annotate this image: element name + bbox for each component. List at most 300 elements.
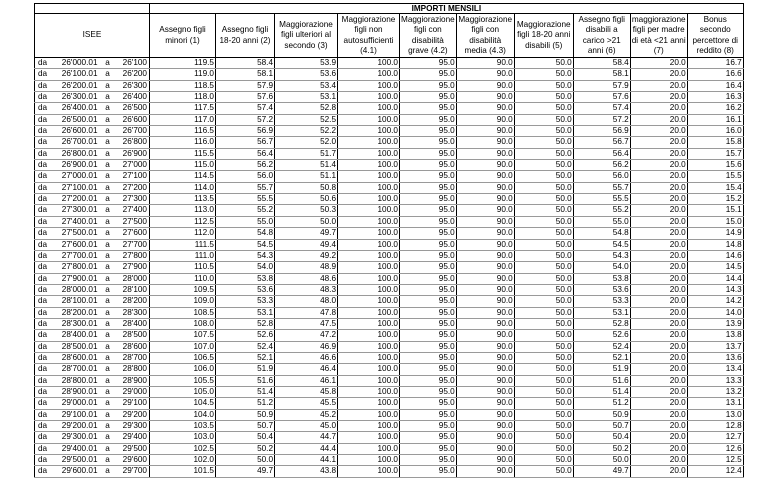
- amount-cell-5: 95.0: [400, 69, 457, 80]
- amount-cell-9: 20.0: [630, 364, 687, 375]
- isee-a-label: a: [100, 182, 116, 193]
- isee-to-value: 29'100: [116, 398, 150, 409]
- amount-cell-3: 53.6: [275, 69, 338, 80]
- isee-da-label: da: [35, 194, 50, 205]
- amount-cell-1: 112.5: [150, 216, 216, 227]
- amount-cell-6: 90.0: [456, 341, 514, 352]
- amount-cell-5: 95.0: [400, 409, 457, 420]
- amount-cell-1: 108.5: [150, 307, 216, 318]
- amount-cell-5: 95.0: [400, 148, 457, 159]
- header-maggiorazione-ulteriori: Maggiorazione figli ulteriori al secondo (3): [275, 14, 338, 58]
- amount-cell-5: 95.0: [400, 114, 457, 125]
- amount-cell-10: 14.4: [687, 273, 743, 284]
- isee-from-value: 27'200.01: [50, 194, 100, 205]
- amount-cell-9: 20.0: [630, 58, 687, 69]
- amount-cell-4: 100.0: [338, 432, 400, 443]
- amount-cell-2: 57.4: [216, 103, 275, 114]
- amount-cell-3: 46.6: [275, 352, 338, 363]
- isee-a-label: a: [100, 114, 116, 125]
- isee-da-label: da: [35, 273, 50, 284]
- amount-cell-5: 95.0: [400, 92, 457, 103]
- amount-cell-8: 57.9: [573, 80, 630, 91]
- amount-cell-3: 52.0: [275, 137, 338, 148]
- table-row: [35, 375, 744, 386]
- amount-cell-1: 113.5: [150, 194, 216, 205]
- isee-to-value: 29'300: [116, 421, 150, 432]
- header-assegno-disabili-21: Assegno figli disabili a carico >21 anni (6): [573, 14, 630, 58]
- amount-cell-10: 15.2: [687, 194, 743, 205]
- amount-cell-7: 50.0: [514, 126, 573, 137]
- amount-cell-10: 14.2: [687, 296, 743, 307]
- amount-cell-4: 100.0: [338, 194, 400, 205]
- isee-da-label: da: [35, 409, 50, 420]
- isee-to-value: 26'800: [116, 137, 150, 148]
- isee-from-value: 27'800.01: [50, 262, 100, 273]
- amount-cell-3: 43.8: [275, 466, 338, 477]
- amount-cell-9: 20.0: [630, 137, 687, 148]
- amount-cell-9: 20.0: [630, 386, 687, 397]
- table-row: [35, 137, 744, 148]
- amount-cell-6: 90.0: [456, 114, 514, 125]
- isee-da-label: da: [35, 137, 50, 148]
- amount-cell-9: 20.0: [630, 239, 687, 250]
- amount-cell-9: 20.0: [630, 284, 687, 295]
- amount-cell-1: 115.0: [150, 160, 216, 171]
- isee-to-value: 28'800: [116, 364, 150, 375]
- isee-to-value: 28'000: [116, 273, 150, 284]
- table-row: [35, 69, 744, 80]
- isee-to-value: 28'500: [116, 330, 150, 341]
- isee-to-value: 27'500: [116, 216, 150, 227]
- amount-cell-1: 111.0: [150, 250, 216, 261]
- amount-cell-8: 56.9: [573, 126, 630, 137]
- amount-cell-6: 90.0: [456, 182, 514, 193]
- amount-cell-10: 12.5: [687, 455, 743, 466]
- isee-to-value: 27'800: [116, 250, 150, 261]
- amount-cell-4: 100.0: [338, 58, 400, 69]
- amount-cell-3: 48.6: [275, 273, 338, 284]
- table-row: [35, 273, 744, 284]
- amount-cell-3: 48.3: [275, 284, 338, 295]
- amount-cell-7: 50.0: [514, 228, 573, 239]
- amount-cell-5: 95.0: [400, 455, 457, 466]
- isee-to-value: 27'400: [116, 205, 150, 216]
- amount-cell-10: 13.8: [687, 330, 743, 341]
- isee-da-label: da: [35, 171, 50, 182]
- isee-da-label: da: [35, 80, 50, 91]
- amount-cell-3: 49.2: [275, 250, 338, 261]
- amount-cell-6: 90.0: [456, 398, 514, 409]
- amount-cell-6: 90.0: [456, 228, 514, 239]
- amount-cell-2: 53.6: [216, 284, 275, 295]
- amount-cell-1: 117.0: [150, 114, 216, 125]
- amount-cell-6: 90.0: [456, 432, 514, 443]
- amount-cell-7: 50.0: [514, 182, 573, 193]
- isee-to-value: 28'100: [116, 284, 150, 295]
- amount-cell-8: 51.9: [573, 364, 630, 375]
- amount-cell-6: 90.0: [456, 318, 514, 329]
- amount-cell-3: 48.9: [275, 262, 338, 273]
- amount-cell-2: 52.8: [216, 318, 275, 329]
- isee-from-value: 26'500.01: [50, 114, 100, 125]
- amount-cell-1: 102.5: [150, 443, 216, 454]
- amount-cell-7: 50.0: [514, 58, 573, 69]
- amount-cell-10: 12.6: [687, 443, 743, 454]
- amount-cell-4: 100.0: [338, 114, 400, 125]
- table-row: [35, 250, 744, 261]
- header-row: [35, 14, 744, 58]
- amount-cell-2: 54.3: [216, 250, 275, 261]
- isee-to-value: 29'600: [116, 455, 150, 466]
- amount-cell-1: 107.0: [150, 341, 216, 352]
- amount-cell-8: 55.7: [573, 182, 630, 193]
- amount-cell-4: 100.0: [338, 160, 400, 171]
- amount-cell-5: 95.0: [400, 443, 457, 454]
- amount-cell-4: 100.0: [338, 352, 400, 363]
- amount-cell-9: 20.0: [630, 69, 687, 80]
- table-row: [35, 318, 744, 329]
- isee-da-label: da: [35, 262, 50, 273]
- isee-a-label: a: [100, 364, 116, 375]
- amount-cell-6: 90.0: [456, 409, 514, 420]
- amount-cell-6: 90.0: [456, 160, 514, 171]
- isee-da-label: da: [35, 205, 50, 216]
- table-row: [35, 148, 744, 159]
- amount-cell-4: 100.0: [338, 409, 400, 420]
- amount-cell-10: 16.3: [687, 92, 743, 103]
- amount-cell-3: 48.0: [275, 296, 338, 307]
- amount-cell-8: 54.3: [573, 250, 630, 261]
- isee-from-value: 26'700.01: [50, 137, 100, 148]
- isee-da-label: da: [35, 318, 50, 329]
- amount-cell-7: 50.0: [514, 421, 573, 432]
- isee-to-value: 27'200: [116, 182, 150, 193]
- amount-cell-8: 57.2: [573, 114, 630, 125]
- amount-cell-8: 51.6: [573, 375, 630, 386]
- amount-cell-4: 100.0: [338, 307, 400, 318]
- amount-cell-1: 105.0: [150, 386, 216, 397]
- amount-cell-4: 100.0: [338, 216, 400, 227]
- isee-from-value: 26'200.01: [50, 80, 100, 91]
- amount-cell-8: 52.4: [573, 341, 630, 352]
- isee-a-label: a: [100, 307, 116, 318]
- amount-cell-3: 53.4: [275, 80, 338, 91]
- amount-cell-9: 20.0: [630, 318, 687, 329]
- isee-from-value: 26'600.01: [50, 126, 100, 137]
- amount-cell-2: 56.0: [216, 171, 275, 182]
- amount-cell-6: 90.0: [456, 262, 514, 273]
- isee-from-value: 26'400.01: [50, 103, 100, 114]
- amount-cell-6: 90.0: [456, 296, 514, 307]
- amount-cell-6: 90.0: [456, 273, 514, 284]
- amount-cell-8: 58.4: [573, 58, 630, 69]
- amount-cell-10: 15.0: [687, 216, 743, 227]
- amount-cell-6: 90.0: [456, 137, 514, 148]
- amount-cell-10: 14.0: [687, 307, 743, 318]
- isee-from-value: 29'000.01: [50, 398, 100, 409]
- amount-cell-3: 51.1: [275, 171, 338, 182]
- amount-cell-7: 50.0: [514, 398, 573, 409]
- amount-cell-2: 52.4: [216, 341, 275, 352]
- amount-cell-4: 100.0: [338, 443, 400, 454]
- amount-cell-2: 57.2: [216, 114, 275, 125]
- isee-a-label: a: [100, 284, 116, 295]
- amount-cell-2: 55.0: [216, 216, 275, 227]
- amount-cell-7: 50.0: [514, 103, 573, 114]
- amount-cell-7: 50.0: [514, 171, 573, 182]
- amount-cell-9: 20.0: [630, 194, 687, 205]
- amount-cell-4: 100.0: [338, 69, 400, 80]
- amount-cell-8: 54.0: [573, 262, 630, 273]
- amount-cell-6: 90.0: [456, 250, 514, 261]
- amount-cell-5: 95.0: [400, 216, 457, 227]
- isee-to-value: 26'100: [116, 58, 150, 69]
- amount-cell-7: 50.0: [514, 250, 573, 261]
- amount-cell-10: 14.8: [687, 239, 743, 250]
- amount-cell-10: 14.3: [687, 284, 743, 295]
- amount-cell-2: 54.8: [216, 228, 275, 239]
- amount-cell-9: 20.0: [630, 466, 687, 477]
- amount-cell-9: 20.0: [630, 160, 687, 171]
- amount-cell-4: 100.0: [338, 318, 400, 329]
- amount-cell-3: 45.2: [275, 409, 338, 420]
- header-assegno-figli-minori: Assegno figli minori (1): [150, 14, 216, 58]
- isee-da-label: da: [35, 92, 50, 103]
- amount-cell-9: 20.0: [630, 375, 687, 386]
- amount-cell-1: 103.5: [150, 421, 216, 432]
- amount-cell-6: 90.0: [456, 205, 514, 216]
- amount-cell-2: 49.7: [216, 466, 275, 477]
- isee-to-value: 28'300: [116, 307, 150, 318]
- amount-cell-3: 50.8: [275, 182, 338, 193]
- amount-cell-8: 55.2: [573, 205, 630, 216]
- isee-from-value: 27'100.01: [50, 182, 100, 193]
- amount-cell-7: 50.0: [514, 273, 573, 284]
- isee-da-label: da: [35, 296, 50, 307]
- table-row: [35, 58, 744, 69]
- amount-cell-5: 95.0: [400, 273, 457, 284]
- amount-cell-7: 50.0: [514, 69, 573, 80]
- isee-from-value: 27'300.01: [50, 205, 100, 216]
- isee-to-value: 28'900: [116, 375, 150, 386]
- isee-from-value: 28'100.01: [50, 296, 100, 307]
- amount-cell-2: 57.9: [216, 80, 275, 91]
- amount-cell-8: 52.8: [573, 318, 630, 329]
- isee-da-label: da: [35, 69, 50, 80]
- table-row: [35, 341, 744, 352]
- isee-to-value: 26'400: [116, 92, 150, 103]
- amount-cell-10: 13.3: [687, 375, 743, 386]
- table-row: [35, 216, 744, 227]
- isee-a-label: a: [100, 455, 116, 466]
- title-spacer: [35, 4, 150, 14]
- amount-cell-5: 95.0: [400, 58, 457, 69]
- amount-cell-4: 100.0: [338, 171, 400, 182]
- isee-to-value: 26'300: [116, 80, 150, 91]
- isee-a-label: a: [100, 103, 116, 114]
- isee-a-label: a: [100, 466, 116, 477]
- isee-from-value: 28'900.01: [50, 386, 100, 397]
- amount-cell-5: 95.0: [400, 352, 457, 363]
- amount-cell-1: 114.0: [150, 182, 216, 193]
- amount-cell-1: 114.5: [150, 171, 216, 182]
- amount-cell-5: 95.0: [400, 375, 457, 386]
- amount-cell-7: 50.0: [514, 92, 573, 103]
- amount-cell-9: 20.0: [630, 330, 687, 341]
- isee-a-label: a: [100, 69, 116, 80]
- table-row: [35, 330, 744, 341]
- amount-cell-2: 56.2: [216, 160, 275, 171]
- amount-cell-9: 20.0: [630, 228, 687, 239]
- table-row: [35, 455, 744, 466]
- amount-cell-1: 103.0: [150, 432, 216, 443]
- amount-cell-10: 15.5: [687, 171, 743, 182]
- amount-cell-7: 50.0: [514, 160, 573, 171]
- amount-cell-6: 90.0: [456, 92, 514, 103]
- isee-a-label: a: [100, 318, 116, 329]
- amount-cell-1: 117.5: [150, 103, 216, 114]
- amount-cell-4: 100.0: [338, 341, 400, 352]
- amount-cell-4: 100.0: [338, 205, 400, 216]
- amount-cell-2: 51.6: [216, 375, 275, 386]
- isee-from-value: 27'900.01: [50, 273, 100, 284]
- amount-cell-2: 51.9: [216, 364, 275, 375]
- amount-cell-2: 55.2: [216, 205, 275, 216]
- amount-cell-8: 58.1: [573, 69, 630, 80]
- amount-cell-7: 50.0: [514, 341, 573, 352]
- amount-cell-10: 16.6: [687, 69, 743, 80]
- amount-cell-10: 15.7: [687, 148, 743, 159]
- isee-from-value: 26'800.01: [50, 148, 100, 159]
- isee-from-value: 26'300.01: [50, 92, 100, 103]
- isee-da-label: da: [35, 103, 50, 114]
- isee-from-value: 26'000.01: [50, 58, 100, 69]
- isee-a-label: a: [100, 352, 116, 363]
- amount-cell-3: 50.0: [275, 216, 338, 227]
- amount-cell-10: 13.1: [687, 398, 743, 409]
- amount-cell-10: 13.4: [687, 364, 743, 375]
- isee-da-label: da: [35, 455, 50, 466]
- amount-cell-6: 90.0: [456, 375, 514, 386]
- amount-cell-10: 13.9: [687, 318, 743, 329]
- amount-cell-2: 54.5: [216, 239, 275, 250]
- header-maggiorazione-18-20-disabili: Maggiorazione figli 18-20 anni disabili (5): [514, 14, 573, 58]
- amount-cell-4: 100.0: [338, 148, 400, 159]
- table-row: [35, 92, 744, 103]
- amount-cell-7: 50.0: [514, 296, 573, 307]
- amount-cell-10: 15.8: [687, 137, 743, 148]
- amount-cell-5: 95.0: [400, 432, 457, 443]
- table-row: [35, 262, 744, 273]
- table-row: [35, 171, 744, 182]
- amount-cell-7: 50.0: [514, 307, 573, 318]
- amount-cell-5: 95.0: [400, 466, 457, 477]
- amount-cell-3: 44.4: [275, 443, 338, 454]
- isee-from-value: 27'000.01: [50, 171, 100, 182]
- amount-cell-7: 50.0: [514, 80, 573, 91]
- amount-cell-8: 56.7: [573, 137, 630, 148]
- amount-cell-3: 49.7: [275, 228, 338, 239]
- amount-cell-10: 16.7: [687, 58, 743, 69]
- isee-to-value: 28'400: [116, 318, 150, 329]
- isee-from-value: 27'500.01: [50, 228, 100, 239]
- isee-from-value: 26'900.01: [50, 160, 100, 171]
- amount-cell-8: 54.5: [573, 239, 630, 250]
- amount-cell-4: 100.0: [338, 330, 400, 341]
- amount-cell-6: 90.0: [456, 69, 514, 80]
- amount-cell-5: 95.0: [400, 386, 457, 397]
- amount-cell-4: 100.0: [338, 228, 400, 239]
- table-row: [35, 114, 744, 125]
- amount-cell-1: 116.5: [150, 126, 216, 137]
- amount-cell-2: 52.1: [216, 352, 275, 363]
- isee-da-label: da: [35, 375, 50, 386]
- isee-a-label: a: [100, 171, 116, 182]
- table-row: [35, 205, 744, 216]
- amount-cell-9: 20.0: [630, 262, 687, 273]
- amount-cell-1: 104.0: [150, 409, 216, 420]
- amount-cell-9: 20.0: [630, 341, 687, 352]
- amount-cell-1: 101.5: [150, 466, 216, 477]
- isee-da-label: da: [35, 421, 50, 432]
- amount-cell-1: 113.0: [150, 205, 216, 216]
- amount-cell-9: 20.0: [630, 114, 687, 125]
- isee-a-label: a: [100, 148, 116, 159]
- amount-cell-7: 50.0: [514, 466, 573, 477]
- amount-cell-7: 50.0: [514, 330, 573, 341]
- amount-cell-9: 20.0: [630, 307, 687, 318]
- isee-from-value: 29'600.01: [50, 466, 100, 477]
- amount-cell-3: 53.1: [275, 92, 338, 103]
- isee-da-label: da: [35, 284, 50, 295]
- amount-cell-8: 50.4: [573, 432, 630, 443]
- amount-cell-4: 100.0: [338, 80, 400, 91]
- isee-to-value: 27'300: [116, 194, 150, 205]
- amount-cell-5: 95.0: [400, 239, 457, 250]
- isee-a-label: a: [100, 160, 116, 171]
- amount-cell-2: 53.8: [216, 273, 275, 284]
- amount-cell-5: 95.0: [400, 194, 457, 205]
- amount-cell-7: 50.0: [514, 114, 573, 125]
- isee-from-value: 28'300.01: [50, 318, 100, 329]
- isee-da-label: da: [35, 160, 50, 171]
- amount-cell-3: 52.5: [275, 114, 338, 125]
- amount-cell-6: 90.0: [456, 239, 514, 250]
- isee-a-label: a: [100, 386, 116, 397]
- amount-cell-1: 106.0: [150, 364, 216, 375]
- amount-cell-3: 46.4: [275, 364, 338, 375]
- amount-cell-5: 95.0: [400, 296, 457, 307]
- amount-cell-9: 20.0: [630, 250, 687, 261]
- table-row: [35, 466, 744, 477]
- isee-a-label: a: [100, 80, 116, 91]
- isee-da-label: da: [35, 58, 50, 69]
- amount-cell-6: 90.0: [456, 58, 514, 69]
- amount-cell-6: 90.0: [456, 364, 514, 375]
- isee-from-value: 28'800.01: [50, 375, 100, 386]
- isee-from-value: 29'200.01: [50, 421, 100, 432]
- amount-cell-8: 52.1: [573, 352, 630, 363]
- amount-cell-10: 13.2: [687, 386, 743, 397]
- isee-to-value: 29'700: [116, 466, 150, 477]
- isee-da-label: da: [35, 466, 50, 477]
- isee-from-value: 28'500.01: [50, 341, 100, 352]
- amount-cell-4: 100.0: [338, 273, 400, 284]
- amount-cell-8: 49.7: [573, 466, 630, 477]
- amount-cell-3: 51.4: [275, 160, 338, 171]
- amount-cell-8: 56.2: [573, 160, 630, 171]
- table-row: [35, 432, 744, 443]
